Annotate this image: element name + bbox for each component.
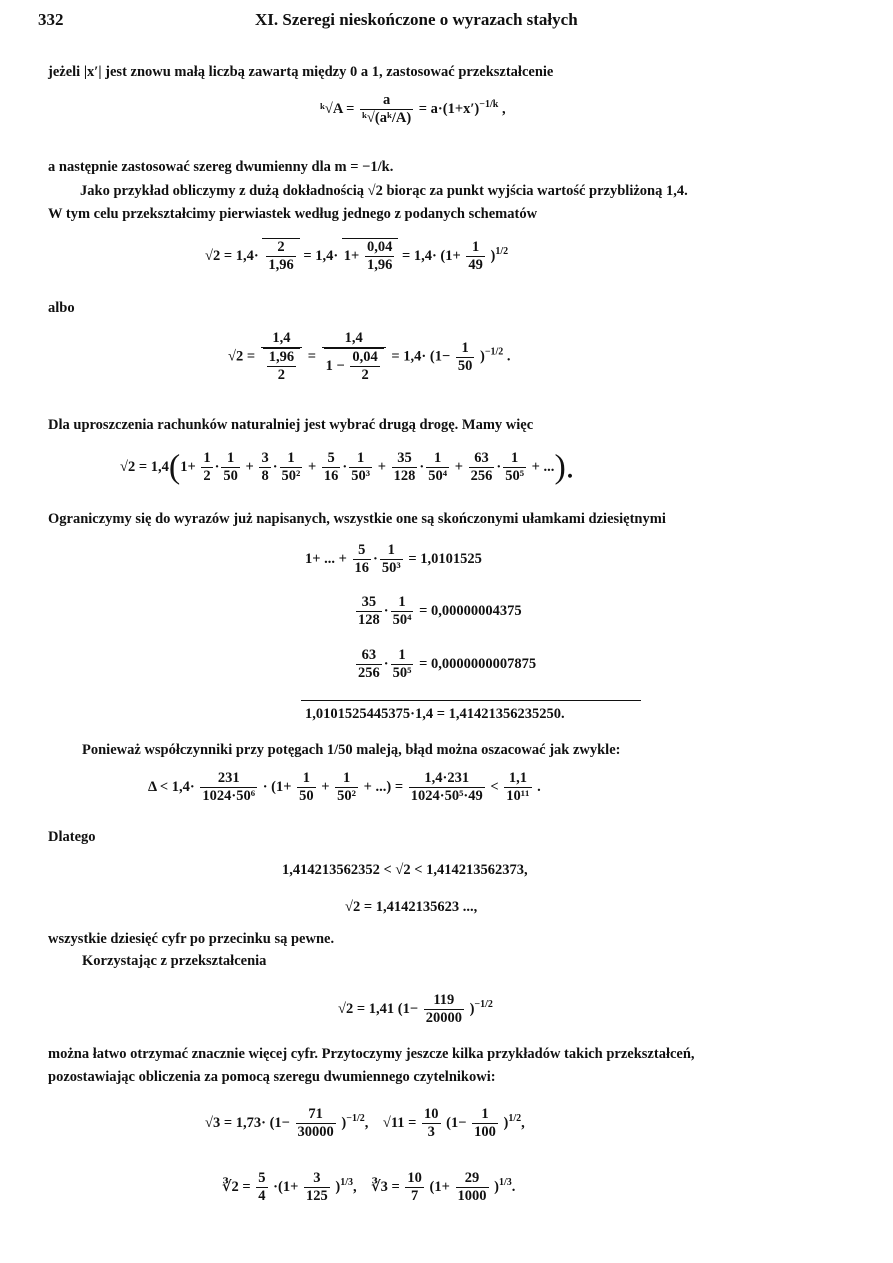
- eq9-b-exp: 1/2: [508, 1113, 522, 1124]
- row2-value: = 0,00000004375: [419, 602, 522, 619]
- t5-c-den: 256: [470, 468, 493, 484]
- eq2-paren-open: (1+: [440, 247, 461, 264]
- eq2-mid-2: = 1,4·: [401, 247, 437, 264]
- t3-p-den: 50³: [351, 468, 371, 484]
- row1-coef: [353, 542, 372, 577]
- eq8-den: 20000: [425, 1010, 462, 1026]
- paragraph-4: W tym celu przekształcimy pierwiastek według jednego z podanych schematów: [48, 206, 538, 222]
- row1-c-num: 5: [353, 542, 372, 560]
- t5-p-den: 50⁵: [505, 468, 525, 484]
- equation-binomial-series: [120, 450, 574, 485]
- eq5-f1-num: 231: [200, 770, 257, 788]
- sum-result: 1,0101525445375·1,4 = 1,41421356235250.: [305, 706, 565, 722]
- eq5-f2-den: 50: [299, 788, 314, 804]
- eq3-f3-den: 50: [457, 357, 473, 374]
- eq10-b-c-num: 10: [407, 1170, 422, 1186]
- eq10-a-c-den: 4: [258, 1188, 266, 1204]
- series-term-2-pow: [280, 450, 303, 485]
- eq1-end: ,: [501, 100, 506, 117]
- eq3-f2-inner-num: 0,04: [352, 349, 378, 365]
- eq3-fraction-3: [456, 340, 475, 375]
- eq9-a-close: ): [341, 1114, 347, 1131]
- label-albo: albo: [48, 300, 75, 316]
- row1-p-den: 50³: [381, 560, 401, 576]
- eq5-dot: ·: [262, 778, 268, 795]
- eq9-b-lhs: √11 =: [382, 1114, 417, 1131]
- eq10-a-c-num: 5: [258, 1170, 266, 1186]
- eq9-a-fraction: [296, 1106, 336, 1141]
- eq10-b-num: 29: [456, 1170, 489, 1188]
- eq1-lhs: ᵏ√A =: [320, 100, 355, 117]
- row3-c-den: 256: [358, 665, 380, 681]
- eq5-f3-den: 50²: [337, 788, 357, 804]
- eq5-lhs: Δ < 1,4·: [148, 778, 195, 795]
- paragraph-9: Korzystając z przekształcenia: [82, 953, 267, 969]
- eq9-b-open: (1−: [446, 1114, 467, 1131]
- eq4-lhs: √2 = 1,4: [120, 458, 169, 475]
- paragraph-8: wszystkie dziesięć cyfr po przecinku są pewne.: [48, 931, 335, 947]
- eq3-f1-den: [261, 348, 302, 384]
- row1-value: = 1,0101525: [408, 550, 482, 567]
- eq2-lhs: √2 = 1,4·: [205, 247, 259, 264]
- eq2-radical-2: [342, 238, 399, 274]
- eq1-denominator: ᵏ√(aᵏ/A): [362, 110, 412, 126]
- t1-c-num: 1: [203, 450, 211, 466]
- eq5-fraction-3: [335, 770, 358, 805]
- paragraph-5: Dla uproszczenia rachunków naturalniej jest wybrać drugą drogę. Mamy więc: [48, 417, 534, 433]
- eq10-b-den: 1000: [457, 1188, 487, 1204]
- eq2-radical-1: [262, 238, 299, 274]
- eq3-f3-num: 1: [456, 340, 475, 358]
- eq10-b-coef: [405, 1170, 424, 1205]
- row2-p-den: 50⁴: [392, 612, 412, 628]
- eq9-b-fraction: [472, 1106, 498, 1141]
- eq9-b-coef: [422, 1106, 441, 1141]
- row3-coef: [356, 647, 382, 682]
- equation-sqrt3-sqrt11: [205, 1106, 525, 1141]
- t1-p-den: 50: [223, 468, 238, 484]
- eq8-exponent: −1/2: [474, 999, 493, 1010]
- series-term-3-coef: [322, 450, 341, 485]
- eq2-f2-den: 1,96: [366, 257, 393, 273]
- eq9-a-exp: −1/2: [346, 1113, 365, 1124]
- eq2-mid-1: = 1,4·: [303, 247, 339, 264]
- eq5-plus: +: [321, 778, 330, 795]
- eq9-sep: ,: [364, 1114, 369, 1131]
- equation-sqrt2-scheme-2: [228, 330, 511, 384]
- eq2-fraction-2: [365, 239, 394, 274]
- paragraph-7: Ponieważ współczynniki przy potęgach 1/50 maleją, błąd można oszacować jak zwykle:: [82, 742, 621, 758]
- paragraph-10: można łatwo otrzymać znacznie więcej cyfr. Przytoczymy jeszcze kilka przykładów takich przekształceń,: [48, 1046, 695, 1062]
- t1-c-den: 2: [203, 468, 211, 484]
- eq2-fraction-3: [466, 239, 485, 274]
- eq2-f3-den: 49: [468, 257, 483, 273]
- plus-3: +: [377, 458, 386, 475]
- eq10-a-close: ): [335, 1178, 341, 1195]
- paragraph-11: pozostawiając obliczenia za pomocą szeregu dwumiennego czytelnikowi:: [48, 1069, 496, 1085]
- row2-c-den: 128: [358, 612, 380, 628]
- paragraph-6: Ograniczymy się do wyrazów już napisanych, wszystkie one są skończonymi ułamkami dziesiętnymi: [48, 511, 666, 527]
- eq2-fraction-1: [266, 239, 295, 274]
- row3-p-num: 1: [391, 647, 414, 665]
- t4-p-den: 50⁴: [428, 468, 448, 484]
- series-term-4-pow: [426, 450, 449, 485]
- eq5-paren-open: (1+: [271, 778, 292, 795]
- eq3-f2-den: [322, 348, 386, 384]
- t4-c-num: 35: [392, 450, 418, 468]
- eq1-fraction: [360, 92, 413, 127]
- eq10-b-close: ): [494, 1178, 499, 1195]
- t2-dot: ·: [272, 458, 278, 475]
- eq9-a-num: 71: [296, 1106, 336, 1124]
- eq5-f4-num: 1,4·231: [409, 770, 485, 788]
- eq9-b-num: 1: [472, 1106, 498, 1124]
- eq10-a-den: 125: [305, 1188, 328, 1204]
- t3-p-num: 1: [349, 450, 372, 468]
- row3-value: = 0,0000000007875: [419, 655, 537, 672]
- sum-prefix: 1+ ... +: [305, 550, 347, 567]
- eq5-f5-den: 10¹¹: [506, 788, 530, 804]
- eq5-f2-num: 1: [297, 770, 316, 788]
- eq10-b-exp: 1/3: [498, 1177, 512, 1188]
- eq3-f1-inner: [267, 349, 296, 384]
- eq3-fraction-2: [322, 330, 386, 384]
- equation-error-estimate: [148, 770, 541, 805]
- eq4-open: (: [168, 448, 181, 486]
- eq3-exponent: −1/2: [484, 346, 504, 358]
- equation-sqrt2-value: √2 = 1,4142135623 ...,: [345, 899, 478, 915]
- plus-1: +: [245, 458, 254, 475]
- label-dlatego: Dlatego: [48, 829, 96, 845]
- eq10-a-fraction: [304, 1170, 330, 1205]
- eq2-exponent: 1/2: [495, 246, 509, 257]
- eq3-f1-inner-num: 1,96: [268, 349, 295, 365]
- eq2-f3-num: 1: [466, 239, 485, 257]
- row1-pow: [380, 542, 403, 577]
- series-tail: + ...: [531, 458, 555, 475]
- eq3-end: .: [506, 348, 511, 365]
- row2-dot: ·: [383, 602, 389, 619]
- eq2-f1-num: 2: [266, 239, 295, 257]
- t4-dot: ·: [419, 458, 425, 475]
- eq9-b-c-num: 10: [424, 1106, 439, 1122]
- t3-c-den: 16: [323, 468, 339, 484]
- eq10-b-open: (1+: [429, 1178, 450, 1195]
- eq5-fraction-1: [200, 770, 257, 805]
- eq8-fraction: [424, 992, 464, 1027]
- eq3-f2-num: 1,4: [322, 330, 386, 348]
- row2-pow: [391, 594, 414, 629]
- t5-p-num: 1: [503, 450, 526, 468]
- eq8-num: 119: [424, 992, 464, 1010]
- eq5-f3-num: 1: [335, 770, 358, 788]
- series-term-4-coef: [392, 450, 418, 485]
- t5-dot: ·: [496, 458, 502, 475]
- eq3-fraction-1: [261, 330, 302, 384]
- eq3-paren-open: (1−: [429, 348, 451, 365]
- eq9-b-close: ): [503, 1114, 509, 1131]
- equation-sqrt2-141: [338, 992, 493, 1027]
- t3-c-num: 5: [322, 450, 341, 468]
- partial-sum-row-3: [354, 647, 536, 682]
- t2-p-num: 1: [280, 450, 303, 468]
- eq10-a-num: 3: [304, 1170, 330, 1188]
- eq3-f1-num: 1,4: [261, 330, 302, 348]
- partial-sum-row-1: [305, 542, 482, 577]
- row3-p-den: 50⁵: [392, 665, 412, 681]
- t2-c-num: 3: [261, 450, 269, 466]
- eq5-f5-num: 1,1: [504, 770, 531, 788]
- t1-dot: ·: [214, 458, 220, 475]
- series-term-5-pow: [503, 450, 526, 485]
- eq5-lt: <: [490, 778, 499, 795]
- eq1-rhs: = a·(1+x′): [418, 100, 480, 117]
- eq3-mid: = 1,4·: [391, 348, 427, 365]
- t3-dot: ·: [342, 458, 348, 475]
- t5-c-num: 63: [469, 450, 495, 468]
- equation-sqrt2-scheme-1: [205, 238, 508, 274]
- eq9-a-den: 30000: [297, 1124, 334, 1140]
- plus-4: +: [454, 458, 463, 475]
- eq3-f1-radical: [263, 348, 300, 384]
- eq5-fraction-2: [297, 770, 316, 805]
- series-term-3-pow: [349, 450, 372, 485]
- eq10-b-c-den: 7: [411, 1188, 419, 1204]
- eq3-f1-inner-den: 2: [277, 367, 286, 383]
- running-title: XI. Szeregi nieskończone o wyrazach stałych: [255, 10, 578, 29]
- row2-p-num: 1: [391, 594, 414, 612]
- row2-c-num: 35: [356, 594, 382, 612]
- row1-p-num: 1: [380, 542, 403, 560]
- row3-c-num: 63: [356, 647, 382, 665]
- eq9-a-lhs: √3 = 1,73·: [205, 1114, 266, 1131]
- paragraph-1: jeżeli |x′| jest znowu małą liczbą zawartą między 0 a 1, zastosować przekształcenie: [48, 64, 554, 80]
- eq5-fraction-5: [504, 770, 531, 805]
- row3-dot: ·: [383, 655, 389, 672]
- eq10-b-lhs: ∛3 =: [371, 1178, 400, 1195]
- eq2-one-plus: 1+: [343, 247, 360, 264]
- eq10-end: .: [511, 1178, 516, 1195]
- sum-rule: [301, 700, 641, 701]
- eq10-a-exp: 1/3: [340, 1177, 353, 1188]
- eq10-a-open: ·(1+: [273, 1178, 299, 1195]
- eq1-numerator: a: [360, 92, 413, 110]
- partial-sum-row-2: [354, 594, 522, 629]
- t4-c-den: 128: [393, 468, 416, 484]
- eq5-fraction-4: [409, 770, 485, 805]
- eq5-f4-den: 1024·50⁵·49: [410, 788, 483, 804]
- row1-dot: ·: [373, 550, 378, 567]
- series-term-1-pow: [221, 450, 240, 485]
- t4-p-num: 1: [426, 450, 449, 468]
- series-term-1-coef: [201, 450, 212, 485]
- equation-cbrt2-cbrt3: [222, 1170, 515, 1205]
- page-number: 332: [38, 10, 64, 29]
- eq1-exponent: −1/k: [479, 99, 499, 110]
- eq4-close: ).: [554, 448, 575, 486]
- eq3-paren-close: ): [479, 348, 485, 365]
- eq3-f2-inner: [350, 349, 379, 384]
- t2-p-den: 50²: [281, 468, 301, 484]
- plus-2: +: [308, 458, 317, 475]
- eq9-b-den: 100: [474, 1124, 496, 1140]
- eq3-lhs: √2 =: [228, 348, 256, 365]
- eq10-a-coef: [256, 1170, 267, 1205]
- equation-root-transform: [320, 92, 506, 127]
- eq8-lhs: √2 = 1,41: [338, 1000, 395, 1017]
- eq9-a-open: (1−: [269, 1114, 290, 1131]
- eq10-sep: ,: [352, 1178, 357, 1195]
- eq5-paren-close: + ...) =: [363, 778, 404, 795]
- row3-pow: [391, 647, 414, 682]
- eq2-f1-den: 1,96: [268, 257, 294, 273]
- series-term-2-coef: [259, 450, 270, 485]
- t2-c-den: 8: [261, 468, 269, 484]
- eq10-b-fraction: [456, 1170, 489, 1205]
- eq3-f2-one-minus: 1 −: [325, 357, 345, 374]
- eq5-f1-den: 1024·50⁶: [202, 788, 256, 804]
- row1-c-den: 16: [354, 560, 370, 576]
- eq4-one-plus: 1+: [180, 458, 196, 475]
- paragraph-3: Jako przykład obliczymy z dużą dokładnością √2 biorąc za punkt wyjścia wartość przybliżoną 1,4.: [80, 183, 688, 199]
- eq9-b-c-den: 3: [427, 1124, 435, 1140]
- eq3-f2-inner-den: 2: [361, 367, 369, 383]
- eq9-end: ,: [521, 1114, 525, 1131]
- eq2-paren-close: ): [490, 247, 496, 264]
- row2-coef: [356, 594, 382, 629]
- eq5-end: .: [537, 778, 541, 795]
- equation-bounds: 1,414213562352 < √2 < 1,414213562373,: [282, 862, 528, 878]
- eq3-equals: =: [307, 348, 316, 365]
- eq8-paren-open: (1−: [397, 1000, 419, 1017]
- eq10-a-lhs: ∛2 =: [222, 1178, 251, 1195]
- t1-p-num: 1: [221, 450, 240, 468]
- series-term-5-coef: [469, 450, 495, 485]
- eq3-f2-radical: [324, 348, 384, 384]
- paragraph-2: a następnie zastosować szereg dwumienny dla m = −1/k.: [48, 159, 394, 175]
- eq2-f2-num: 0,04: [366, 239, 393, 255]
- eq8-paren-close: ): [469, 1000, 475, 1017]
